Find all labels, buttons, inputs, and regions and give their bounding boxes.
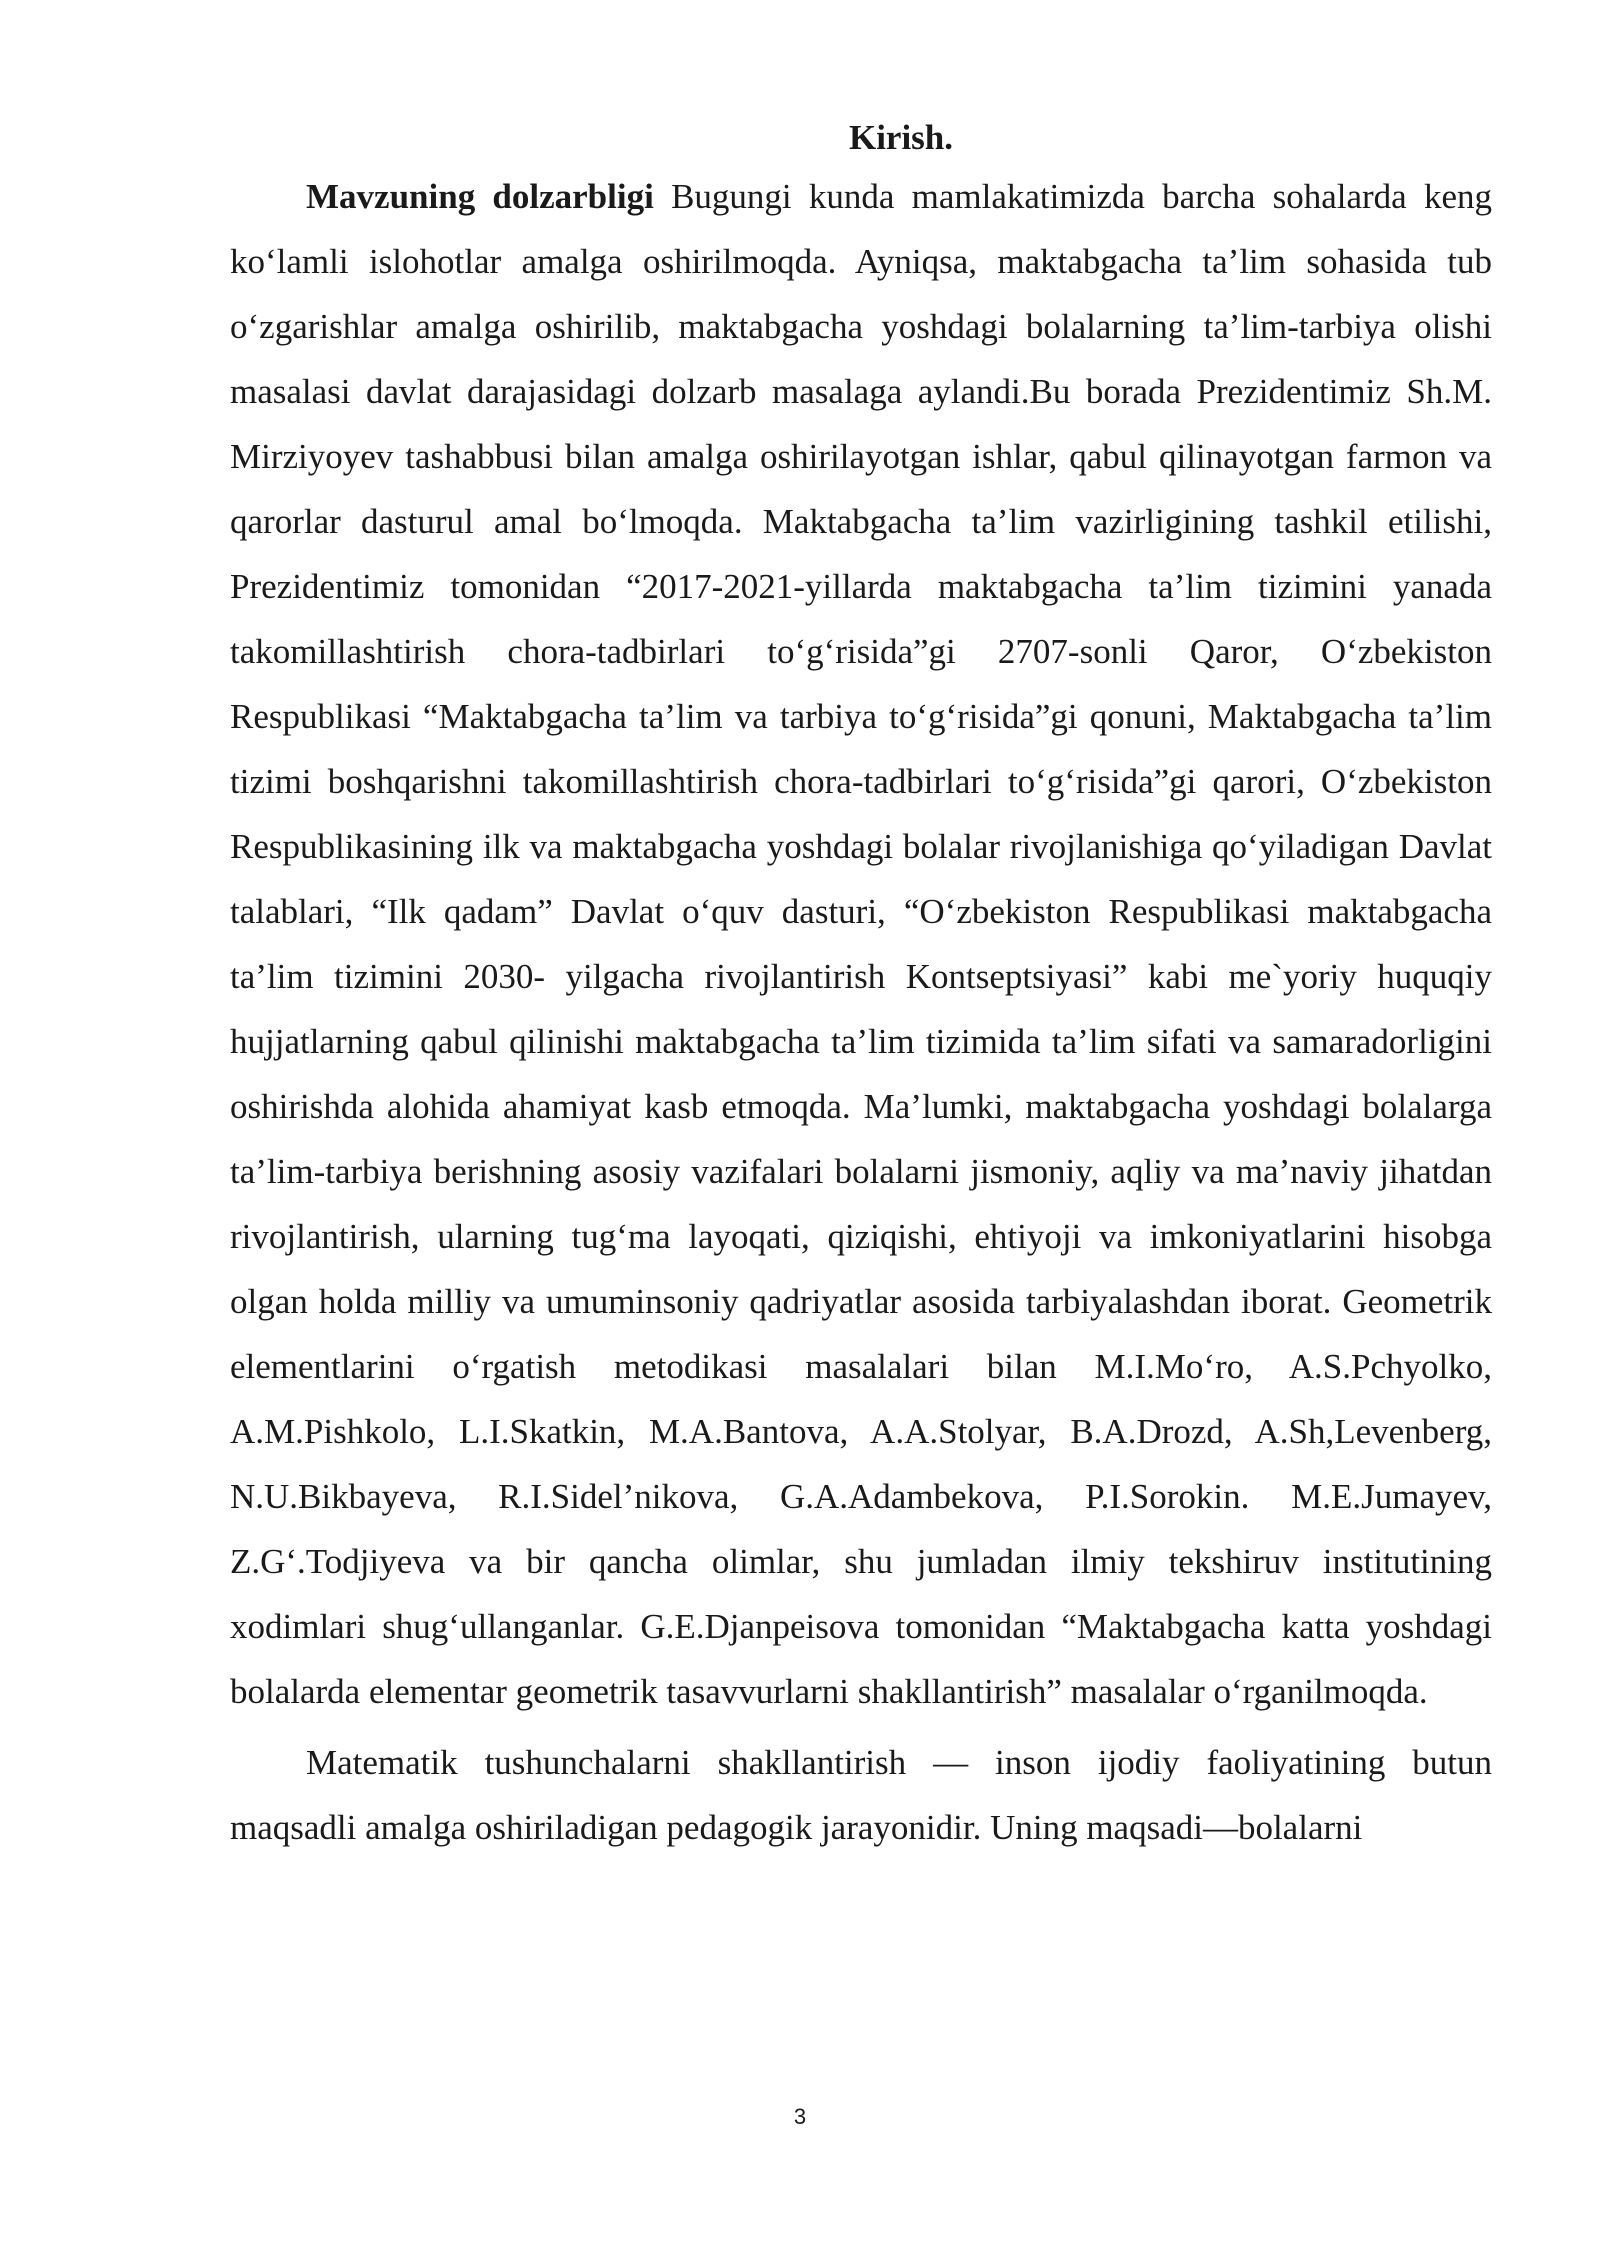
paragraph-text: Matematik tushunchalarni shakllantirish — inson ijodiy faoliyatining butun maqsadli amalga oshiriladigan pedagogik jarayonidir. Uning maqsadi—bolalarni (230, 1743, 1492, 1847)
paragraph-math-concepts (230, 1730, 1492, 1860)
page-number: 3 (793, 2104, 807, 2129)
paragraph-relevance (230, 164, 1492, 1724)
section-heading: Kirish. (848, 118, 954, 157)
paragraph-text: Bugungi kunda mamlakatimizda barcha sohalarda keng ko‘lamli islohotlar amalga oshirilmoqda. Ayniqsa, maktabgacha ta’lim sohasida tub o‘zgarishlar amalga oshirilib, maktabgacha yoshdagi bolalarning ta’lim-tarbiya olishi masalasi davlat darajasidagi dolzarb masalaga aylandi.Bu borada Prezidentimiz Sh.M. Mirziyoyev tashabbusi bilan amalga oshirilayotgan ishlar, qabul qilinayotgan farmon va qarorlar dasturul amal bo‘lmoqda. Maktabgacha ta’lim vazirligining tashkil etilishi, Prezidentimiz tomonidan “2017-2021-yillarda maktabgacha ta’lim tizimini yanada takomillashtirish chora-tadbirlari to‘g‘risida”gi 2707-sonli Qaror, O‘zbekiston Respublikasi “Maktabgacha ta’lim va tarbiya to‘g‘risida”gi qonuni, Maktabgacha ta’lim tizimi boshqarishni takomillashtirish chora-tadbirlari to‘g‘risida”gi qarori, O‘zbekiston Respublikasining ilk va maktabgacha yoshdagi bolalar rivojlanishiga qo‘yiladigan Davlat talablari, “Ilk qadam” Davlat o‘quv dasturi, “O‘zbekiston Respublikasi maktabgacha ta’lim tizimini 2030- yilgacha rivojlantirish Kontseptsiyasi” kabi me`yoriy huquqiy hujjatlarning qabul qilinishi maktabgacha ta’lim tizimida ta’lim sifati va samaradorligini oshirishda alohida ahamiyat kasb etmoqda. Ma’lumki, maktabgacha yoshdagi bolalarga ta’lim-tarbiya berishning asosiy vazifalari bolalarni jismoniy, aqliy va ma’naviy jihatdan rivojlantirish, ularning tug‘ma layoqati, qiziqishi, ehtiyoji va imkoniyatlarini hisobga olgan holda milliy va umuminsoniy qadriyatlar asosida tarbiyalashdan iborat. Geometrik elementlarini o‘rgatish metodikasi masalalari bilan M.I.Mo‘ro, A.S.Pchyolko, A.M.Pishkolo, L.I.Skatkin, M.A.Bantova, A.A.Stolyar, B.A.Drozd, A.Sh,Levenberg, N.U.Bikbayeva, R.I.Sidel’nikova, G.A.Adambekova, P.I.Sorokin. M.E.Jumayev, Z.G‘.Todjiyeva va bir qancha olimlar, shu jumladan ilmiy tekshiruv institutining xodimlari shug‘ullanganlar. G.E.Djanpeisova tomonidan “Maktabgacha katta yoshdagi bolalarda elementar geometrik tasavvurlarni shakllantirish” masalalar o‘rganilmoqda. (230, 177, 1492, 1711)
paragraph-lead: Mavzuning dolzarbligi (306, 177, 654, 216)
page-content (230, 112, 1492, 1860)
